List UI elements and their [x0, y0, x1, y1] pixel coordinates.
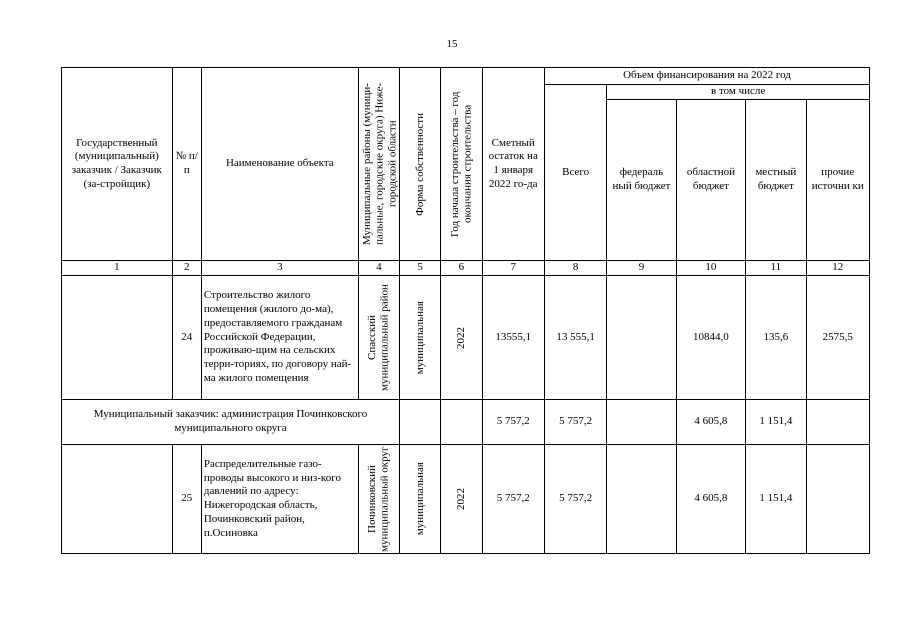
balance-value: 5 757,2 [482, 400, 544, 445]
customer-group-row [62, 400, 870, 445]
header-financing: Объем финансирования на 2022 год [544, 68, 869, 85]
header-total: Всего [544, 85, 606, 261]
column-number: 3 [201, 261, 358, 276]
ownership-value: муниципальная [413, 462, 426, 536]
column-number: 12 [806, 261, 870, 276]
page-number: 15 [446, 38, 458, 50]
other-value: 2575,5 [806, 276, 870, 400]
local-value: 135,6 [746, 276, 806, 400]
district-cell [358, 276, 399, 400]
federal-value [607, 445, 676, 554]
column-number: 4 [358, 261, 399, 276]
other-value [806, 400, 870, 445]
row-number: 25 [172, 445, 201, 554]
total-value: 5 757,2 [544, 400, 606, 445]
regional-value: 10844,0 [676, 276, 745, 400]
header-regional: областной бюджет [676, 100, 745, 261]
financing-table [61, 67, 870, 554]
table-row [62, 276, 870, 400]
header-including: в том числе [607, 85, 870, 100]
years-cell [441, 445, 482, 554]
customer-group-label: Муниципальный заказчик: администрация Починковского муниципального округа [62, 400, 400, 445]
header-federal: федераль ный бюджет [607, 100, 676, 261]
years-cell [441, 276, 482, 400]
empty-cell [441, 400, 482, 445]
district-name: Починковский муниципальный округ [366, 446, 391, 552]
header-districts: Муниципальные районы (муници-пальные, городские округа) Ниже-городской области [358, 68, 399, 261]
total-value: 5 757,2 [544, 445, 606, 554]
header-ownership: Форма собственности [400, 68, 441, 261]
years-value: 2022 [455, 488, 468, 510]
local-value: 1 151,4 [746, 445, 806, 554]
federal-value [607, 400, 676, 445]
regional-value: 4 605,8 [676, 445, 745, 554]
header-row-1 [62, 68, 870, 85]
customer-cell [62, 276, 173, 400]
header-years: Год начала строительства – год окончания строительства [441, 68, 482, 261]
column-number: 6 [441, 261, 482, 276]
years-value: 2022 [455, 326, 468, 349]
other-value [806, 445, 870, 554]
row-number: 24 [172, 276, 201, 400]
table-row [62, 445, 870, 554]
ownership-cell [400, 276, 441, 400]
header-number: № п/п [172, 68, 201, 261]
column-number-row [62, 261, 870, 276]
district-name: Спасский муниципальный район [366, 284, 391, 391]
header-local: местный бюджет [746, 100, 806, 261]
ownership-value: муниципальная [413, 300, 426, 375]
federal-value [607, 276, 676, 400]
column-number: 1 [62, 261, 173, 276]
total-value: 13 555,1 [544, 276, 606, 400]
ownership-cell [400, 445, 441, 554]
column-number: 7 [482, 261, 544, 276]
column-number: 9 [607, 261, 676, 276]
header-customer: Государственный (муниципальный) заказчик / Заказчик (за-стройщик) [62, 68, 173, 261]
regional-value: 4 605,8 [676, 400, 745, 445]
customer-cell [62, 445, 173, 554]
header-other: прочие источни ки [806, 100, 870, 261]
balance-value: 5 757,2 [482, 445, 544, 554]
column-number: 11 [746, 261, 806, 276]
header-object-name: Наименование объекта [201, 68, 358, 261]
empty-cell [400, 400, 441, 445]
balance-value: 13555,1 [482, 276, 544, 400]
column-number: 10 [676, 261, 745, 276]
column-number: 8 [544, 261, 606, 276]
local-value: 1 151,4 [746, 400, 806, 445]
object-name: Распределительные газо-проводы высокого и низ-кого давлений по адресу: Нижегородская область, Починковский район, п.Осиновка [201, 445, 358, 554]
header-balance: Сметный остаток на 1 января 2022 го-да [482, 68, 544, 261]
column-number: 5 [400, 261, 441, 276]
object-name: Строительство жилого помещения (жилого до-ма), предоставляемого гражданам Российской Федерации, проживаю-щим на сельских терри-ториях, по договору най-ма жилого помещения [201, 276, 358, 400]
column-number: 2 [172, 261, 201, 276]
district-cell [358, 445, 399, 554]
